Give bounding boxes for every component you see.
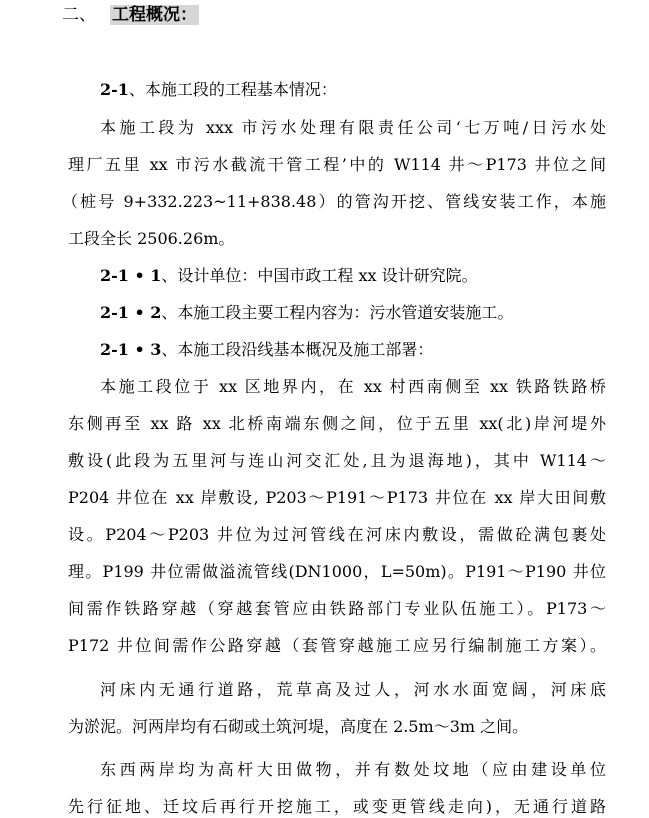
subsection-text: 、本施工段沿线基本概况及施工部署： xyxy=(161,340,434,359)
section-heading xyxy=(62,4,199,26)
subsection-text: 、本施工段的工程基本情况： xyxy=(128,80,337,99)
paragraph-line: 设。P204～P203 井位为过河管线在河床内敷设，需做砼满包裹处 xyxy=(68,525,606,544)
subsection-label: 2-1 • 3 xyxy=(100,340,162,359)
paragraph-line: （桩号 9+332.223~11+838.48）的管沟开挖、管线安装工作，本施 xyxy=(62,192,606,211)
heading-number: 二、 xyxy=(62,5,96,25)
paragraph-line: 理厂五里 xx 市污水截流干管工程’中的 W114 井～P173 井位之间 xyxy=(68,155,606,174)
subsection-2-1 xyxy=(100,79,337,101)
paragraph-line: 东侧再至 xx 路 xx 北桥南端东侧之间，位于五里 xx(北)岸河堤外 xyxy=(68,414,606,433)
subsection-text: 、本施工段主要工程内容为：污水管道安装施工。 xyxy=(161,303,514,322)
paragraph-line: 工段全长 2506.26m。 xyxy=(68,229,235,248)
subsection-text: 、设计单位：中国市政工程 xx 设计研究院。 xyxy=(161,266,478,285)
subsection-label: 2-1 • 1 xyxy=(100,266,162,285)
paragraph-line: 间需作铁路穿越（穿越套管应由铁路部门专业队伍施工）。P173～ xyxy=(68,599,606,618)
subsection-label: 2-1 • 2 xyxy=(100,303,162,322)
paragraph-line: 本施工段位于 xx 区地界内，在 xx 村西南侧至 xx 铁路铁路桥 xyxy=(100,377,606,396)
paragraph-line: 本施工段为 xxx 市污水处理有限责任公司‘七万吨/日污水处 xyxy=(100,118,606,137)
subsection-2-1-1 xyxy=(100,265,478,287)
paragraph-line: 东西两岸均为高杆大田做物，并有数处坟地（应由建设单位 xyxy=(100,760,606,779)
paragraph-line: 先行征地、迁坟后再行开挖施工，或变更管线走向)，无通行道路 xyxy=(68,797,606,816)
paragraph-line: P204 井位在 xx 岸敷设, P203～P191～P173 井位在 xx 岸大田间敷 xyxy=(68,488,606,507)
paragraph-line: 敷设(此段为五里河与连山河交汇处,且为退海地)，其中 W114～ xyxy=(68,451,606,470)
paragraph-line: P172 井位间需作公路穿越（套管穿越施工应另行编制施工方案）。 xyxy=(68,636,606,655)
paragraph-line: 理。P199 井位需做溢流管线(DN1000，L=50m)。P191～P190 井位 xyxy=(68,562,606,581)
subsection-label: 2-1 xyxy=(100,80,129,99)
subsection-2-1-2 xyxy=(100,302,513,324)
heading-title: 工程概况： xyxy=(112,5,197,25)
subsection-2-1-3 xyxy=(100,339,433,361)
paragraph-line: 河床内无通行道路，荒草高及过人，河水水面宽阔，河床底 xyxy=(100,680,606,699)
paragraph-line: 为淤泥。河两岸均有石砌或土筑河堤，高度在 2.5m～3m 之间。 xyxy=(68,717,529,736)
